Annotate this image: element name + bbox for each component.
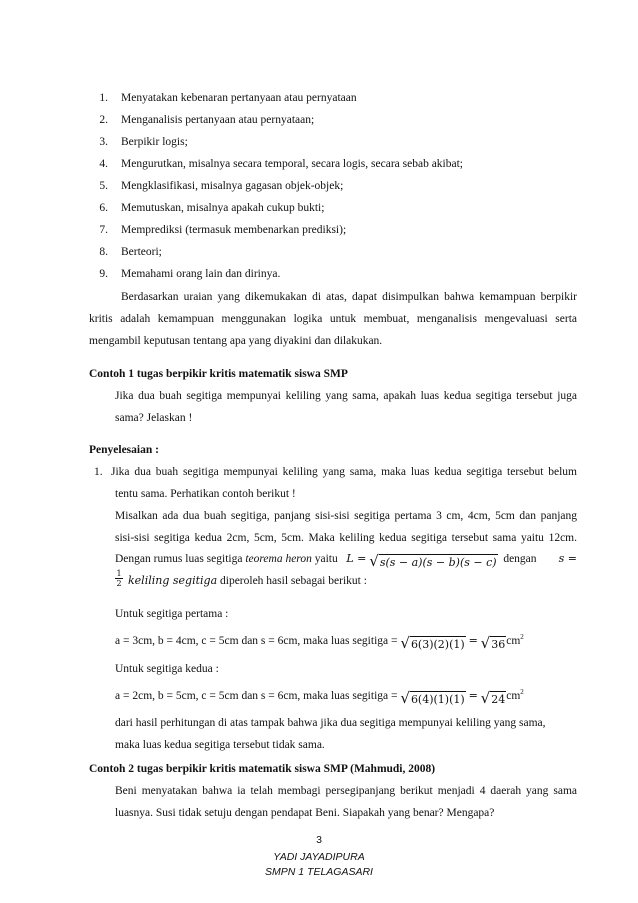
list-item: Berpikir logis; — [121, 136, 188, 148]
fraction-numerator: 1 — [116, 569, 122, 578]
list-item: Berteori; — [121, 246, 162, 258]
list-number: 4. — [99, 158, 108, 170]
list-number: 1. — [99, 92, 108, 104]
first-triangle-label: Untuk segitiga pertama : — [115, 608, 229, 620]
fraction-denominator: 2 — [116, 579, 122, 588]
solution-line: Misalkan ada dua buah segitiga, panjang sisi-sisi segitiga pertama 3 cm, 4cm, 5cm dan panjang — [115, 510, 577, 522]
second-radicand: 6(4)(1)(1) — [410, 692, 465, 706]
radical-icon: √ — [480, 688, 491, 707]
list-number: 5. — [99, 180, 108, 192]
conclusion-line: maka luas kedua segitiga tersebut tidak sama. — [115, 739, 325, 751]
first-unit: cm — [506, 634, 521, 647]
example2-heading: Contoh 2 tugas berpikir kritis matematik siswa SMP (Mahmudi, 2008) — [89, 763, 436, 775]
list-number: 8. — [99, 246, 108, 258]
first-triangle-text: a = 3cm, b = 4cm, c = 5cm dan s = 6cm, maka luas segitiga = — [115, 634, 398, 647]
second-unit: cm — [506, 689, 521, 702]
summary-line: mengambil keputusan tentang apa yang diyakini dan dilakukan. — [89, 335, 383, 347]
radical-icon: √ — [400, 688, 410, 707]
heron-yaitu: yaitu — [314, 553, 338, 565]
second-triangle-label: Untuk segitiga kedua : — [115, 663, 219, 675]
first-radicand: 6(3)(2)(1) — [410, 637, 465, 651]
keliling-line — [128, 574, 367, 588]
footer-school: SMPN 1 TELAGASARI — [265, 866, 373, 878]
first-equals: = — [468, 633, 478, 647]
footer-author: YADI JAYADIPURA — [273, 851, 365, 863]
solution-line: sisi-sisi segitiga kedua 2cm, 5cm, 5cm. Maka keliling kedua segitiga tersebut sama yaitu 12cm. — [115, 532, 577, 544]
heron-dengan: dengan — [503, 553, 537, 565]
list-number: 6. — [99, 202, 108, 214]
list-item: Mengklasifikasi, misalnya gagasan objek-objek; — [121, 180, 344, 192]
solution-line: Jika dua buah segitiga mempunyai keliling yang sama, maka luas kedua segitiga tersebut belum — [111, 466, 577, 478]
list-number: 3. — [99, 136, 108, 148]
result-intro: diperoleh hasil sebagai berikut : — [220, 575, 367, 587]
heron-formula-line — [115, 552, 577, 569]
first-result-sqrt — [480, 633, 507, 652]
first-result: 36 — [491, 637, 506, 651]
second-equals: = — [468, 688, 478, 702]
example2-question: luasnya. Susi tidak setuju dengan pendapat Beni. Siapakah yang benar? Mengapa? — [115, 807, 495, 819]
list-item: Memahami orang lain dan dirinya. — [121, 268, 281, 280]
page-number: 3 — [316, 834, 322, 846]
first-triangle-calc — [115, 630, 524, 651]
solution-number: 1. — [94, 466, 103, 478]
solution-heading: Penyelesaian : — [89, 444, 159, 456]
list-item: Memprediksi (termasuk membenarkan prediksi); — [121, 224, 347, 236]
second-sqrt — [400, 688, 465, 707]
s-equals: s = — [558, 552, 577, 565]
second-triangle-text: a = 2cm, b = 5cm, c = 5cm dan s = 6cm, maka luas segitiga = — [115, 689, 398, 702]
radical-icon: √ — [369, 552, 379, 570]
list-item: Mengurutkan, misalnya secara temporal, secara logis, secara sebab akibat; — [121, 158, 463, 170]
list-item: Menganalisis pertanyaan atau pernyataan; — [121, 114, 315, 126]
example1-heading: Contoh 1 tugas berpikir kritis matematik siswa SMP — [89, 368, 348, 380]
conclusion-line: dari hasil perhitungan di atas tampak bahwa jika dua segitiga mempunyai keliling yang sama, — [115, 717, 546, 729]
first-unit-exponent: 2 — [520, 633, 524, 641]
heron-lhs: L = — [346, 552, 367, 565]
example1-question: Jika dua buah segitiga mempunyai keliling yang sama, apakah luas kedua segitiga tersebut juga — [115, 390, 577, 402]
second-unit-exponent: 2 — [520, 688, 524, 696]
first-sqrt — [400, 633, 465, 652]
half-fraction — [115, 569, 123, 588]
radical-icon: √ — [400, 633, 410, 652]
second-result: 24 — [491, 692, 506, 706]
summary-line: kritis adalah kemampuan menggunakan logika untuk membuat, menganalisis mengevaluasi serta — [89, 313, 577, 325]
second-triangle-calc — [115, 685, 524, 706]
radical-icon: √ — [480, 633, 491, 652]
heron-sqrt — [369, 554, 497, 569]
list-number: 7. — [99, 224, 108, 236]
example2-question: Beni menyatakan bahwa ia telah membagi persegipanjang berikut menjadi 4 daerah yang sama — [115, 785, 577, 797]
heron-theorem: teorema heron — [245, 553, 312, 565]
heron-radicand: s(s − a)(s − b)(s − c) — [379, 556, 497, 569]
heron-intro: Dengan rumus luas segitiga — [115, 553, 243, 565]
list-item: Memutuskan, misalnya apakah cukup bukti; — [121, 202, 325, 214]
example1-question: sama? Jelaskan ! — [115, 412, 193, 424]
list-item: Menyatakan kebenaran pertanyaan atau pernyataan — [121, 92, 357, 104]
list-number: 9. — [99, 268, 108, 280]
solution-line: tentu sama. Perhatikan contoh berikut ! — [115, 488, 296, 500]
keliling-term: keliling segitiga — [128, 574, 218, 587]
second-result-sqrt — [480, 688, 507, 707]
list-number: 2. — [99, 114, 108, 126]
summary-line: Berdasarkan uraian yang dikemukakan di atas, dapat disimpulkan bahwa kemampuan berpikir — [121, 291, 577, 303]
